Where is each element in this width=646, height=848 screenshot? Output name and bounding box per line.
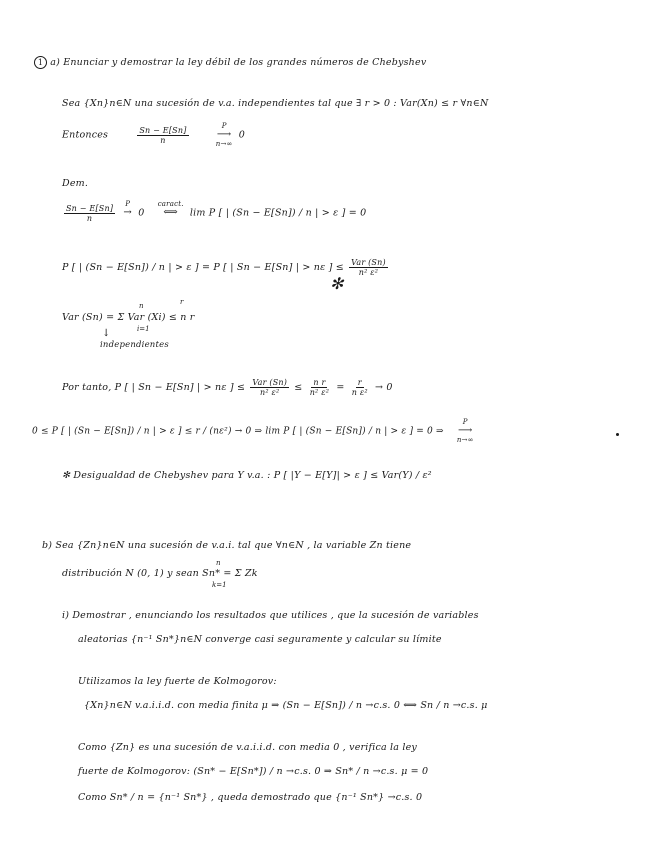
sum-upper-limit: n (216, 559, 221, 567)
sum-lower-limit: k=1 (212, 581, 227, 589)
question-1a-heading (34, 56, 426, 69)
application-line-1: Como {Zn} es una sucesión de v.a.i.i.d. con media 0 , verifica la ley (78, 742, 418, 753)
equivalence-arrow: caract. ⟺ (157, 200, 184, 218)
down-arrow-icon: ↓ (102, 328, 111, 339)
question-number-badge: 1 (34, 56, 47, 69)
proof-line-2: P [ | (Sn − E[Sn]) / n | > ε ] = P [ | Sn − E[Sn] | > nε ] ≤ $\frac{\text{Var (Sn)}}{\text{n² ε²}}$ (62, 258, 386, 277)
kolmogorov-statement: {Xn}n∈N v.a.i.i.d. con media finita μ ⇒ (Sn − E[Sn]) / n →c.s. 0 ⟺ Sn / n →c.s. μ (84, 700, 488, 711)
part-i-line-2: aleatorias {n⁻¹ Sn*}n∈N converge casi seguramente y calcular su límite (78, 634, 442, 645)
independence-note: independientes (100, 340, 169, 350)
final-convergence-arrow: P ⟶ n→∞ (456, 418, 474, 444)
proof-line-4: 0 ≤ P [ | (Sn − E[Sn]) / n | > ε ] ≤ r / (nε²) → 0 ⇒ lim P [ | (Sn − E[Sn]) / n | > ε ] = 0 ⇒ P ⟶ n→∞ (32, 418, 474, 444)
application-line-3: Como Sn* / n = {n⁻¹ Sn*} , queda demostrado que {n⁻¹ Sn*} →c.s. 0 (78, 792, 423, 803)
question-1b-line-2: distribución N (0, 1) y sean Sn* = Σ Zk (62, 568, 258, 579)
proof-label: Dem. (62, 178, 89, 189)
chebyshev-note: ✻ Desigualdad de Chebyshev para Y v.a. : P [ |Y − E[Y]| > ε ] ≤ Var(Y) / ε² (62, 470, 432, 481)
variance-bound-r: r (180, 298, 184, 306)
end-of-proof-mark (616, 433, 619, 436)
proof-arrow-p: P → (123, 200, 132, 218)
proof-line-1: $\frac{Sn - E[Sn]}{n}$ P → 0 caract. ⟺ lim P [ | (Sn − E[Sn]) / n | > ε ] = 0 (62, 200, 366, 226)
limit-zero: 0 (238, 129, 246, 141)
variance-line: Var (Sn) = Σ Var (Xi) ≤ n r (62, 312, 195, 323)
variance-sum-lower: i=1 (137, 325, 150, 333)
proof-line-1-rhs: lim P [ | (Sn − E[Sn]) / n | > ε ] = 0 (189, 207, 367, 219)
conclusion-fraction (137, 126, 188, 145)
bound-fraction-3: $\frac{r}{\text{n ε²}}$ (351, 378, 368, 397)
kolmogorov-intro: Utilizamos la ley fuerte de Kolmogorov: (78, 676, 277, 687)
fraction-denominator: n (160, 135, 166, 145)
variance-sum-upper: n (139, 302, 144, 310)
bound-fraction-2: $\frac{\text{n r}}{\text{n² ε²}}$ (309, 378, 330, 397)
application-line-2: fuerte de Kolmogorov: (Sn* − E[Sn*]) / n →c.s. 0 ⇒ Sn* / n →c.s. μ = 0 (78, 766, 429, 777)
proof-fraction: $\frac{Sn - E[Sn]}{n}$ (66, 203, 114, 223)
question-1b-title: b) Sea {Zn}n∈N una sucesión de v.a.i. tal que ∀n∈N , la variable Zn tiene (42, 540, 412, 551)
hypothesis-line: Sea {Xn}n∈N una sucesión de v.a. independientes tal que ∃ r > 0 : Var(Xn) ≤ r ∀n∈N (62, 98, 489, 109)
conclusion-line (62, 122, 245, 148)
bound-fraction-1: $\frac{\text{Var (Sn)}}{\text{n² ε²}}$ (252, 378, 288, 397)
star-reference-marker-2: ✻ (62, 470, 71, 481)
convergence-in-probability-arrow: P ⟶ n→∞ (215, 122, 233, 148)
chebyshev-bound-fraction: $\frac{\text{Var (Sn)}}{\text{n² ε²}}$ (351, 258, 386, 277)
then-label: Entonces (62, 129, 109, 141)
star-reference-marker: ✻ (330, 274, 344, 293)
fraction-numerator: Sn − E[Sn] (139, 125, 187, 135)
part-i-line-1: i) Demostrar , enunciando los resultados que utilices , que la sucesión de variables (62, 610, 479, 621)
proof-line-3: Por tanto, P [ | Sn − E[Sn] | > nε ] ≤ $\frac{\text{Var (Sn)}}{\text{n² ε²}}$ ≤ $\frac{\text{n r}}{\text{n² ε²}}$ = $\frac{r}{\text{n ε²}}$ → 0 (62, 378, 393, 397)
question-1a-title: a) Enunciar y demostrar la ley débil de los grandes números de Chebyshev (50, 57, 427, 68)
